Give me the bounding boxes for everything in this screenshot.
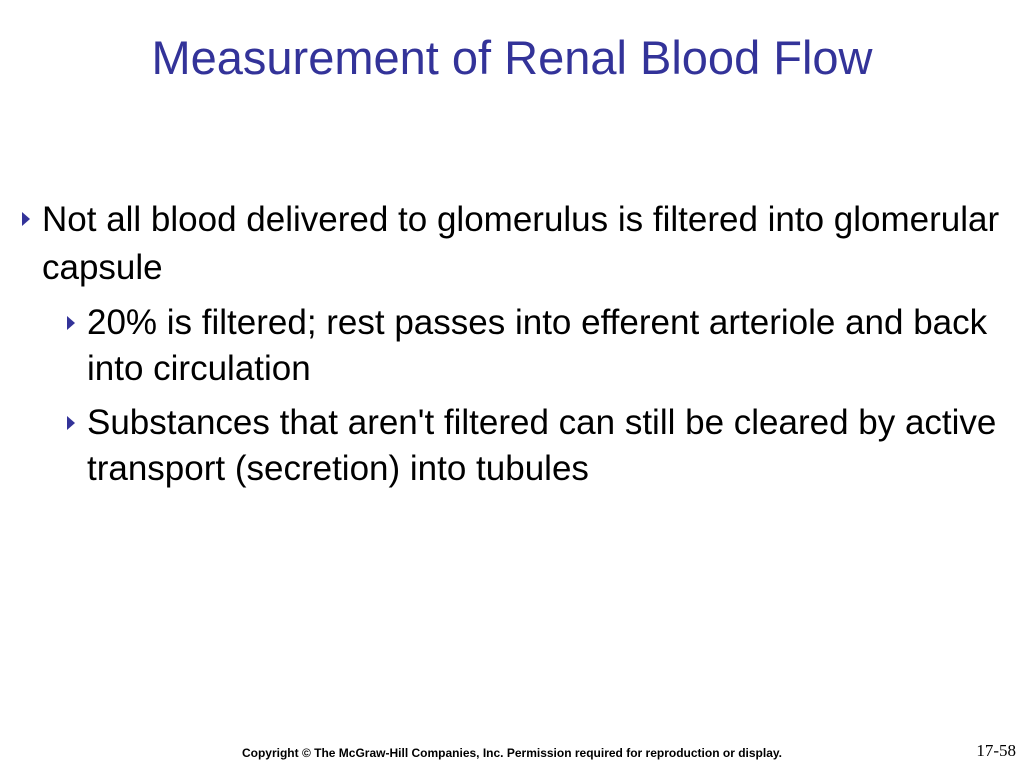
sub-bullet-item	[65, 400, 1020, 492]
bullet-text: Not all blood delivered to glomerulus is filtered into glomerular capsule	[42, 200, 1000, 287]
sub-bullet-text: Substances that aren't filtered can still be cleared by active transport (secretion) into tubules	[87, 403, 997, 488]
triangle-right-icon	[22, 212, 30, 226]
triangle-right-icon	[67, 416, 75, 430]
slide-number: 17-58	[976, 741, 1016, 760]
slide-title: Measurement of Renal Blood Flow	[151, 31, 873, 84]
bullet-item	[20, 196, 1020, 292]
sub-bullet-text: 20% is filtered; rest passes into efferent arteriole and back into circulation	[87, 303, 988, 388]
copyright-footer: Copyright © The McGraw-Hill Companies, Inc. Permission required for reproduction or display.	[241, 746, 783, 760]
bullet-list	[20, 196, 1020, 492]
sub-bullet-item	[65, 300, 1020, 392]
triangle-right-icon	[67, 316, 75, 330]
